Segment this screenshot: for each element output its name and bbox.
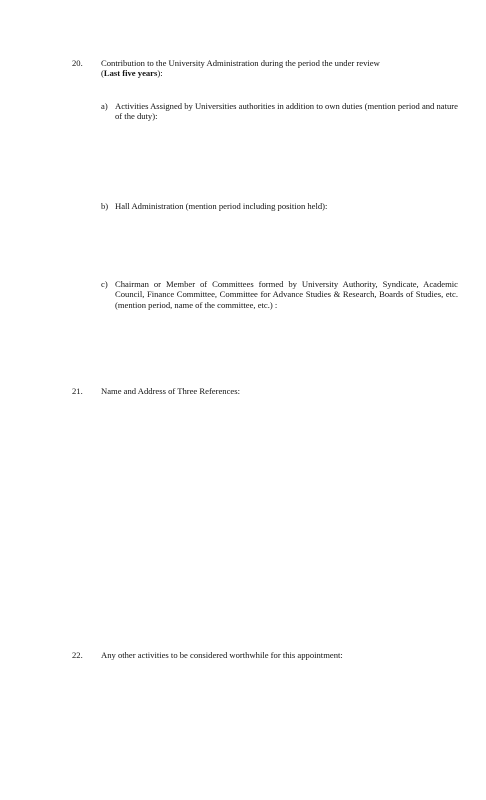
item-20-title [101,58,463,79]
item-20c-letter: c) [101,279,108,289]
item-20-paren-open: ( [101,68,104,79]
item-20b-text: Hall Administration (mention period including position held): [115,201,328,211]
item-20-title-line2 [101,68,463,78]
item-21-number: 21. [72,386,83,396]
item-20-title-line1: Contribution to the University Administration during the period the under review [101,58,380,68]
item-20-paren-close: ): [157,68,163,79]
item-20b-letter: b) [101,201,109,211]
item-20-number: 20. [72,58,83,68]
item-21-title: Name and Address of Three References: [101,386,240,396]
item-22-title: Any other activities to be considered worthwhile for this appointment: [101,650,343,660]
item-20-period-bold: Last five years [103,68,158,79]
item-22-number: 22. [72,650,83,660]
item-20a-letter: a) [101,101,108,111]
item-20c-text: Chairman or Member of Committees formed by University Authority, Syndicate, Academic Council, Finance Committee, Committee for Advance Studies & Research, Boards of Studies, etc. (mention period, name of the committee, etc.) : [115,279,458,310]
item-20a-text: Activities Assigned by Universities authorities in addition to own duties (mention period and nature of the duty): [115,101,458,122]
